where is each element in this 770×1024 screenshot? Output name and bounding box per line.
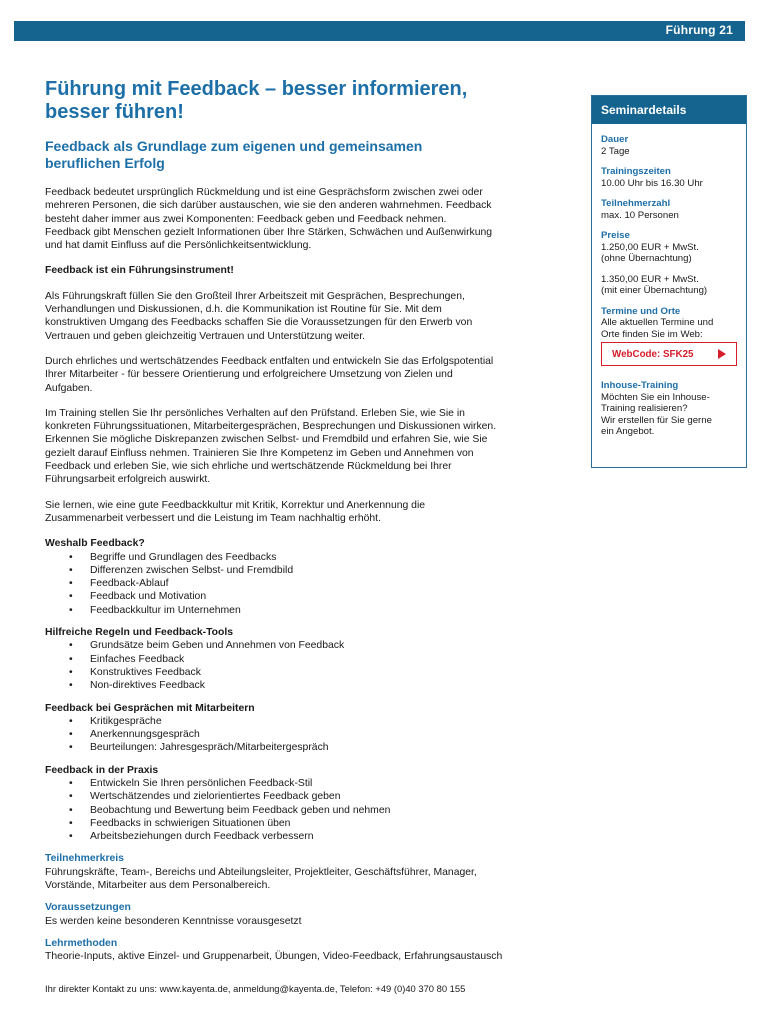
text-line: Möchten Sie ein Inhouse- (601, 391, 710, 403)
text-line: Feedback und erleben Sie, wie sich ehrliche und wertschätzende Rückmeldung bei Ihrer (45, 461, 452, 473)
list-item-text: Feedbackkultur im Unternehmen (90, 604, 241, 616)
list-item-text: Differenzen zwischen Selbst- und Fremdbild (90, 564, 294, 576)
text-line: Feedback bedeutet ursprünglich Rückmeldung und ist eine Gesprächsform zwischen zwei oder (45, 187, 483, 198)
text-line: Sie lernen, wie eine gute Feedbackkultur mit Kritik, Korrektur und Anerkennung die (45, 499, 426, 511)
title-line: besser führen! (45, 101, 184, 123)
lehrmethoden-heading: Lehrmethoden (45, 937, 118, 949)
bullet-list (45, 715, 570, 755)
bullet-icon: • (69, 777, 73, 789)
list-item-text: Grundsätze beim Geben und Annehmen von Feedback (90, 640, 345, 652)
list-item (45, 830, 570, 843)
preis-mit-line1: 1.350,00 EUR + MwSt. (601, 273, 699, 285)
list-item-text: Non-direktives Feedback (90, 680, 205, 692)
list-item-text: Entwickeln Sie Ihren persönlichen Feedback-Stil (90, 777, 313, 789)
list-item (45, 604, 570, 617)
text-line: ein Angebot. (601, 426, 655, 437)
seminar-details-title: Seminardetails (592, 96, 746, 124)
text-line: Vorstände, Mitarbeiter aus dem Personalbereich. (45, 880, 271, 892)
list-item (45, 741, 570, 754)
list-item-text: Anerkennungsgespräch (90, 729, 200, 741)
preise-block (601, 230, 737, 265)
seminar-details-box (591, 95, 747, 468)
text-line: Als Führungskraft füllen Sie den Großteil Ihrer Arbeitszeit mit Gesprächen, Besprechungen, (45, 290, 465, 302)
list-item-text: Feedbacks in schwierigen Situationen üben (90, 817, 291, 829)
instrument-heading: Feedback ist ein Führungsinstrument! (45, 265, 234, 277)
dauer-block (601, 134, 737, 157)
list-item-text: Feedback-Ablauf (90, 578, 169, 590)
text-line: Im Training stellen Sie Ihr persönliches Verhalten auf den Prüfstand. Erleben Sie, wie Sie in (45, 407, 465, 419)
teilnehmerzahl-value: max. 10 Personen (601, 209, 679, 221)
paragraph-potential (45, 355, 570, 395)
subtitle-line: Feedback als Grundlage zum eigenen und gemeinsamen (45, 138, 423, 154)
bullet-list (45, 777, 570, 843)
termine-line1: Alle aktuellen Termine und (601, 317, 714, 328)
list-item (45, 728, 570, 741)
inhouse-block (601, 380, 737, 438)
section-heading: Feedback bei Gesprächen mit Mitarbeitern (45, 702, 255, 714)
termine-line2: Orte finden Sie im Web: (601, 328, 703, 340)
termine-label: Termine und Orte (601, 305, 681, 317)
preis-mit-block (601, 274, 737, 297)
preis-ohne-line1: 1.250,00 EUR + MwSt. (601, 241, 699, 253)
text-line: Training realisieren? (601, 403, 688, 414)
list-item (45, 639, 570, 652)
webcode-link[interactable] (601, 342, 737, 366)
inhouse-label: Inhouse-Training (601, 380, 679, 391)
list-item (45, 790, 570, 803)
section-heading: Feedback in der Praxis (45, 764, 159, 776)
list-item (45, 551, 570, 564)
intro-paragraph (45, 186, 570, 252)
bullet-icon: • (69, 591, 73, 603)
bullet-icon: • (69, 680, 73, 692)
webcode-label: WebCode: SFK25 (612, 348, 694, 360)
teilnehmerkreis-block (45, 852, 570, 892)
text-line: Durch ehrliches und wertschätzendes Feedback entfalten und entwickeln Sie das Erfolgspotential (45, 355, 494, 367)
trainingszeiten-value: 10.00 Uhr bis 16.30 Uhr (601, 177, 703, 189)
voraussetzungen-heading: Voraussetzungen (45, 902, 131, 914)
list-item (45, 679, 570, 692)
main-content (45, 78, 570, 973)
bullet-icon: • (69, 729, 73, 741)
list-item (45, 666, 570, 679)
text-line: Wir erstellen für Sie gerne (601, 414, 712, 426)
dauer-label: Dauer (601, 134, 629, 145)
list-item-text: Arbeitsbeziehungen durch Feedback verbessern (90, 831, 314, 843)
voraussetzungen-block (45, 901, 570, 928)
text-line: mehreren Personen, die sich darüber austauschen, wie sie den anderen wahrnehmen. Feedback (45, 200, 492, 212)
text-line: Führungsarbeit erfolgreich auswirkt. (45, 474, 211, 486)
teilnehmerzahl-block (601, 198, 737, 221)
bullet-icon: • (69, 715, 73, 727)
bullet-icon: • (69, 653, 73, 665)
bullet-icon: • (69, 578, 73, 590)
paragraph-feedbackkultur (45, 499, 570, 526)
voraussetzungen-text (45, 915, 570, 928)
text-line: konstruktiven Umgang des Feedbacks schaffen Sie die Voraussetzungen für den Erwerb von (45, 317, 473, 329)
list-item-text: Wertschätzendes und zielorientiertes Feedback geben (90, 791, 341, 803)
bullet-icon: • (69, 791, 73, 803)
subtitle-line: beruflichen Erfolg (45, 155, 165, 171)
preis-ohne-line2: (ohne Übernachtung) (601, 253, 692, 264)
text-line: gezielt darauf Einfluss nehmen. Trainieren Sie Ihre Kompetenz im Geben und Annehmen von (45, 447, 474, 459)
list-item (45, 817, 570, 830)
bullet-icon: • (69, 831, 73, 843)
text-line: Ihrer Mitarbeiter - für bessere Orientierung und erfolgreichere Umsetzung von Zielen und (45, 369, 453, 381)
list-item (45, 715, 570, 728)
list-item-text: Beurteilungen: Jahresgespräch/Mitarbeitergespräch (90, 742, 329, 754)
list-item-text: Begriffe und Grundlagen des Feedbacks (90, 551, 277, 563)
section-heading: Hilfreiche Regeln und Feedback-Tools (45, 627, 234, 639)
text-line: Zusammenarbeit verbessert und die Leistung im Team nachhaltig erhöht. (45, 512, 381, 524)
trainingszeiten-block (601, 166, 737, 189)
teilnehmerkreis-heading: Teilnehmerkreis (45, 853, 124, 865)
bullet-icon: • (69, 666, 73, 678)
list-item-text: Feedback und Motivation (90, 591, 207, 603)
preise-label: Preise (601, 230, 630, 241)
section-heading: Weshalb Feedback? (45, 538, 145, 550)
text-line: Führungskräfte, Team-, Bereichs und Abteilungsleiter, Projektleiter, Geschäftsführer, Manager, (45, 866, 477, 878)
list-item-text: Kritikgespräche (90, 715, 162, 727)
bullet-icon: • (69, 742, 73, 754)
teilnehmerzahl-label: Teilnehmerzahl (601, 198, 671, 209)
lehrmethoden-text (45, 950, 570, 963)
list-item (45, 804, 570, 817)
list-item (45, 564, 570, 577)
bullet-icon: • (69, 640, 73, 652)
termine-block (601, 306, 737, 341)
teilnehmerkreis-text (45, 866, 570, 893)
trainingszeiten-label: Trainingszeiten (601, 166, 671, 177)
text-line: konkreten Führungssituationen, Mitarbeitergesprächen, Besprechungen und Diskussionen wirken. (45, 421, 497, 433)
page-title (45, 78, 570, 124)
lehrmethoden-block (45, 937, 570, 964)
text-line: besteht daher immer aus zwei Komponenten: Feedback geben und Feedback nehmen. (45, 213, 447, 225)
bullet-icon: • (69, 564, 73, 576)
list-item-text: Konstruktives Feedback (90, 666, 201, 678)
page-label: Führung 21 (665, 23, 733, 37)
page-subtitle (45, 138, 570, 172)
text-line: Aufgaben. (45, 382, 93, 394)
paragraph-training (45, 407, 570, 487)
preis-mit-line2: (mit einer Übernachtung) (601, 285, 708, 296)
text-line: und hat damit Einfluss auf die Persönlichkeitsentwicklung. (45, 240, 312, 252)
bullet-icon: • (69, 804, 73, 816)
list-item-text: Beobachtung und Bewertung beim Feedback geben und nehmen (90, 804, 391, 816)
list-item-text: Einfaches Feedback (90, 653, 185, 665)
bullet-list (45, 551, 570, 617)
text-line: Vertrauen und geben gleichzeitig Vertrauen und Unterstützung weiter. (45, 330, 366, 342)
list-item (45, 590, 570, 603)
text-line: Verhandlungen und Diskussionen, d.h. die Kommunikation ist Routine für Sie. Mit dem (45, 304, 442, 316)
bullet-icon: • (69, 817, 73, 829)
content-sections (45, 537, 570, 843)
text-line: Feedback gibt Menschen gezielt Informationen über Ihre Stärken, Schwächen und Außenwirkung (45, 226, 493, 238)
bullet-icon: • (69, 604, 73, 616)
bullet-icon: • (69, 551, 73, 563)
header-bar (14, 21, 745, 41)
list-item (45, 777, 570, 790)
list-item (45, 653, 570, 666)
list-item (45, 577, 570, 590)
arrow-right-icon (718, 349, 726, 359)
dauer-value: 2 Tage (601, 145, 630, 157)
footer-contact: Ihr direkter Kontakt zu uns: www.kayenta.de, anmeldung@kayenta.de, Telefon: +49 (0)40 370 80 155 (45, 983, 466, 994)
text-line: Theorie-Inputs, aktive Einzel- und Gruppenarbeit, Übungen, Video-Feedback, Erfahrungsaustausch (45, 951, 503, 963)
title-line: Führung mit Feedback – besser informieren, (45, 78, 468, 100)
inhouse-text (601, 392, 737, 438)
bullet-list (45, 639, 570, 692)
paragraph-communication (45, 290, 570, 343)
text-line: Es werden keine besonderen Kenntnisse vorausgesetzt (45, 915, 302, 927)
text-line: Erkennen Sie mögliche Diskrepanzen zwischen Selbst- und Fremdbild und erfahren Sie, wie Sie (45, 434, 488, 446)
